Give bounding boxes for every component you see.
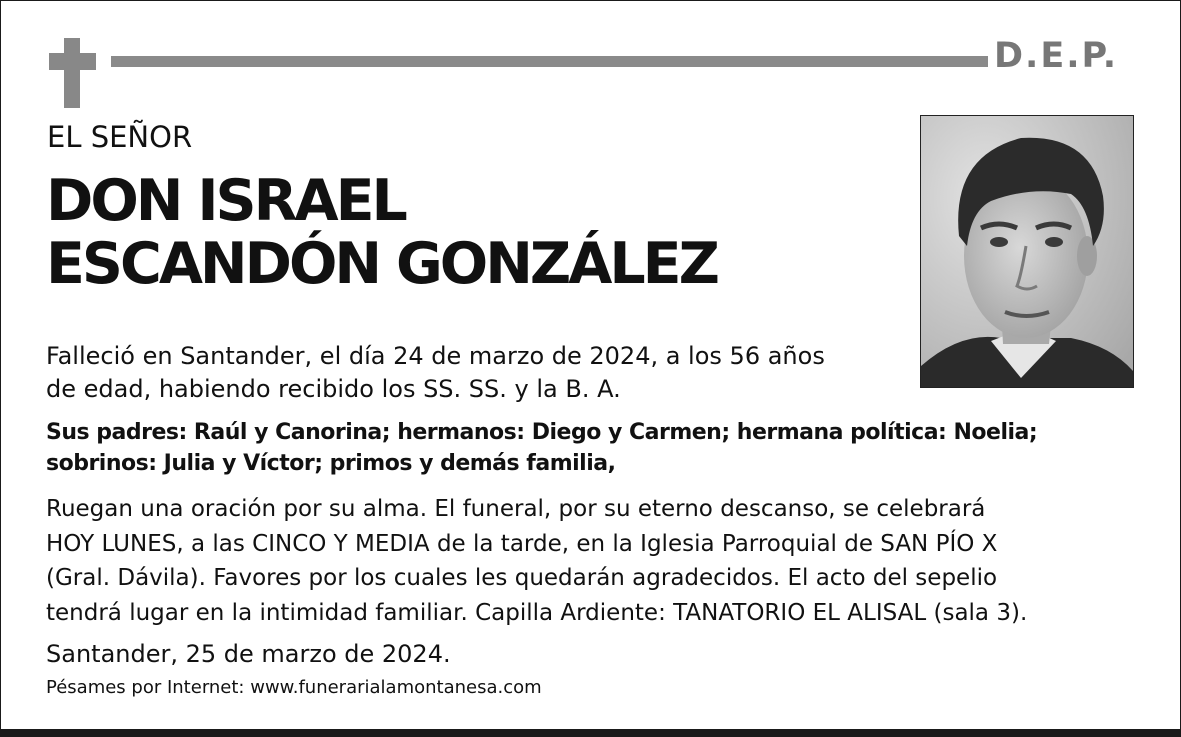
family-line-1: Sus padres: Raúl y Canorina; hermanos: Diego y Carmen; hermana política: Noelia;: [46, 420, 1038, 445]
death-notice-line-2: de edad, habiendo recibido los SS. SS. y la B. A.: [46, 375, 621, 403]
funeral-line-3: (Gral. Dávila). Favores por los cuales les quedarán agradecidos. El acto del sepelio: [46, 565, 998, 591]
name-line-1: DON ISRAEL: [46, 168, 405, 234]
death-notice-line-1: Falleció en Santander, el día 24 de marzo de 2024, a los 56 años: [46, 342, 825, 370]
funeral-line-1: Ruegan una oración por su alma. El funeral, por su eterno descanso, se celebrará: [46, 496, 986, 522]
cross-icon-bar: [49, 53, 96, 70]
header-rule: [111, 56, 988, 67]
family-line-2: sobrinos: Julia y Víctor; primos y demás familia,: [46, 451, 616, 476]
portrait-photo: [920, 115, 1134, 388]
funeral-details: [46, 492, 1156, 630]
condolence-website[interactable]: Pésames por Internet: www.funerarialamontanesa.com: [46, 677, 542, 698]
deceased-name: [46, 170, 717, 296]
portrait-icon: [921, 116, 1133, 387]
bottom-rule: [0, 729, 1181, 737]
cross-icon: [64, 38, 80, 108]
notice-date: Santander, 25 de marzo de 2024.: [46, 640, 451, 668]
honorific: EL SEÑOR: [47, 120, 193, 154]
family-list: [46, 417, 1156, 479]
funeral-line-4: tendrá lugar en la intimidad familiar. Capilla Ardiente: TANATORIO EL ALISAL (sala 3).: [46, 599, 1028, 626]
dep-label: D.E.P.: [994, 36, 1119, 76]
name-line-2: ESCANDÓN GONZÁLEZ: [46, 231, 717, 297]
death-notice: [46, 340, 906, 406]
funeral-line-2: HOY LUNES, a las CINCO Y MEDIA de la tarde, en la Iglesia Parroquial de SAN PÍO X: [46, 530, 998, 557]
